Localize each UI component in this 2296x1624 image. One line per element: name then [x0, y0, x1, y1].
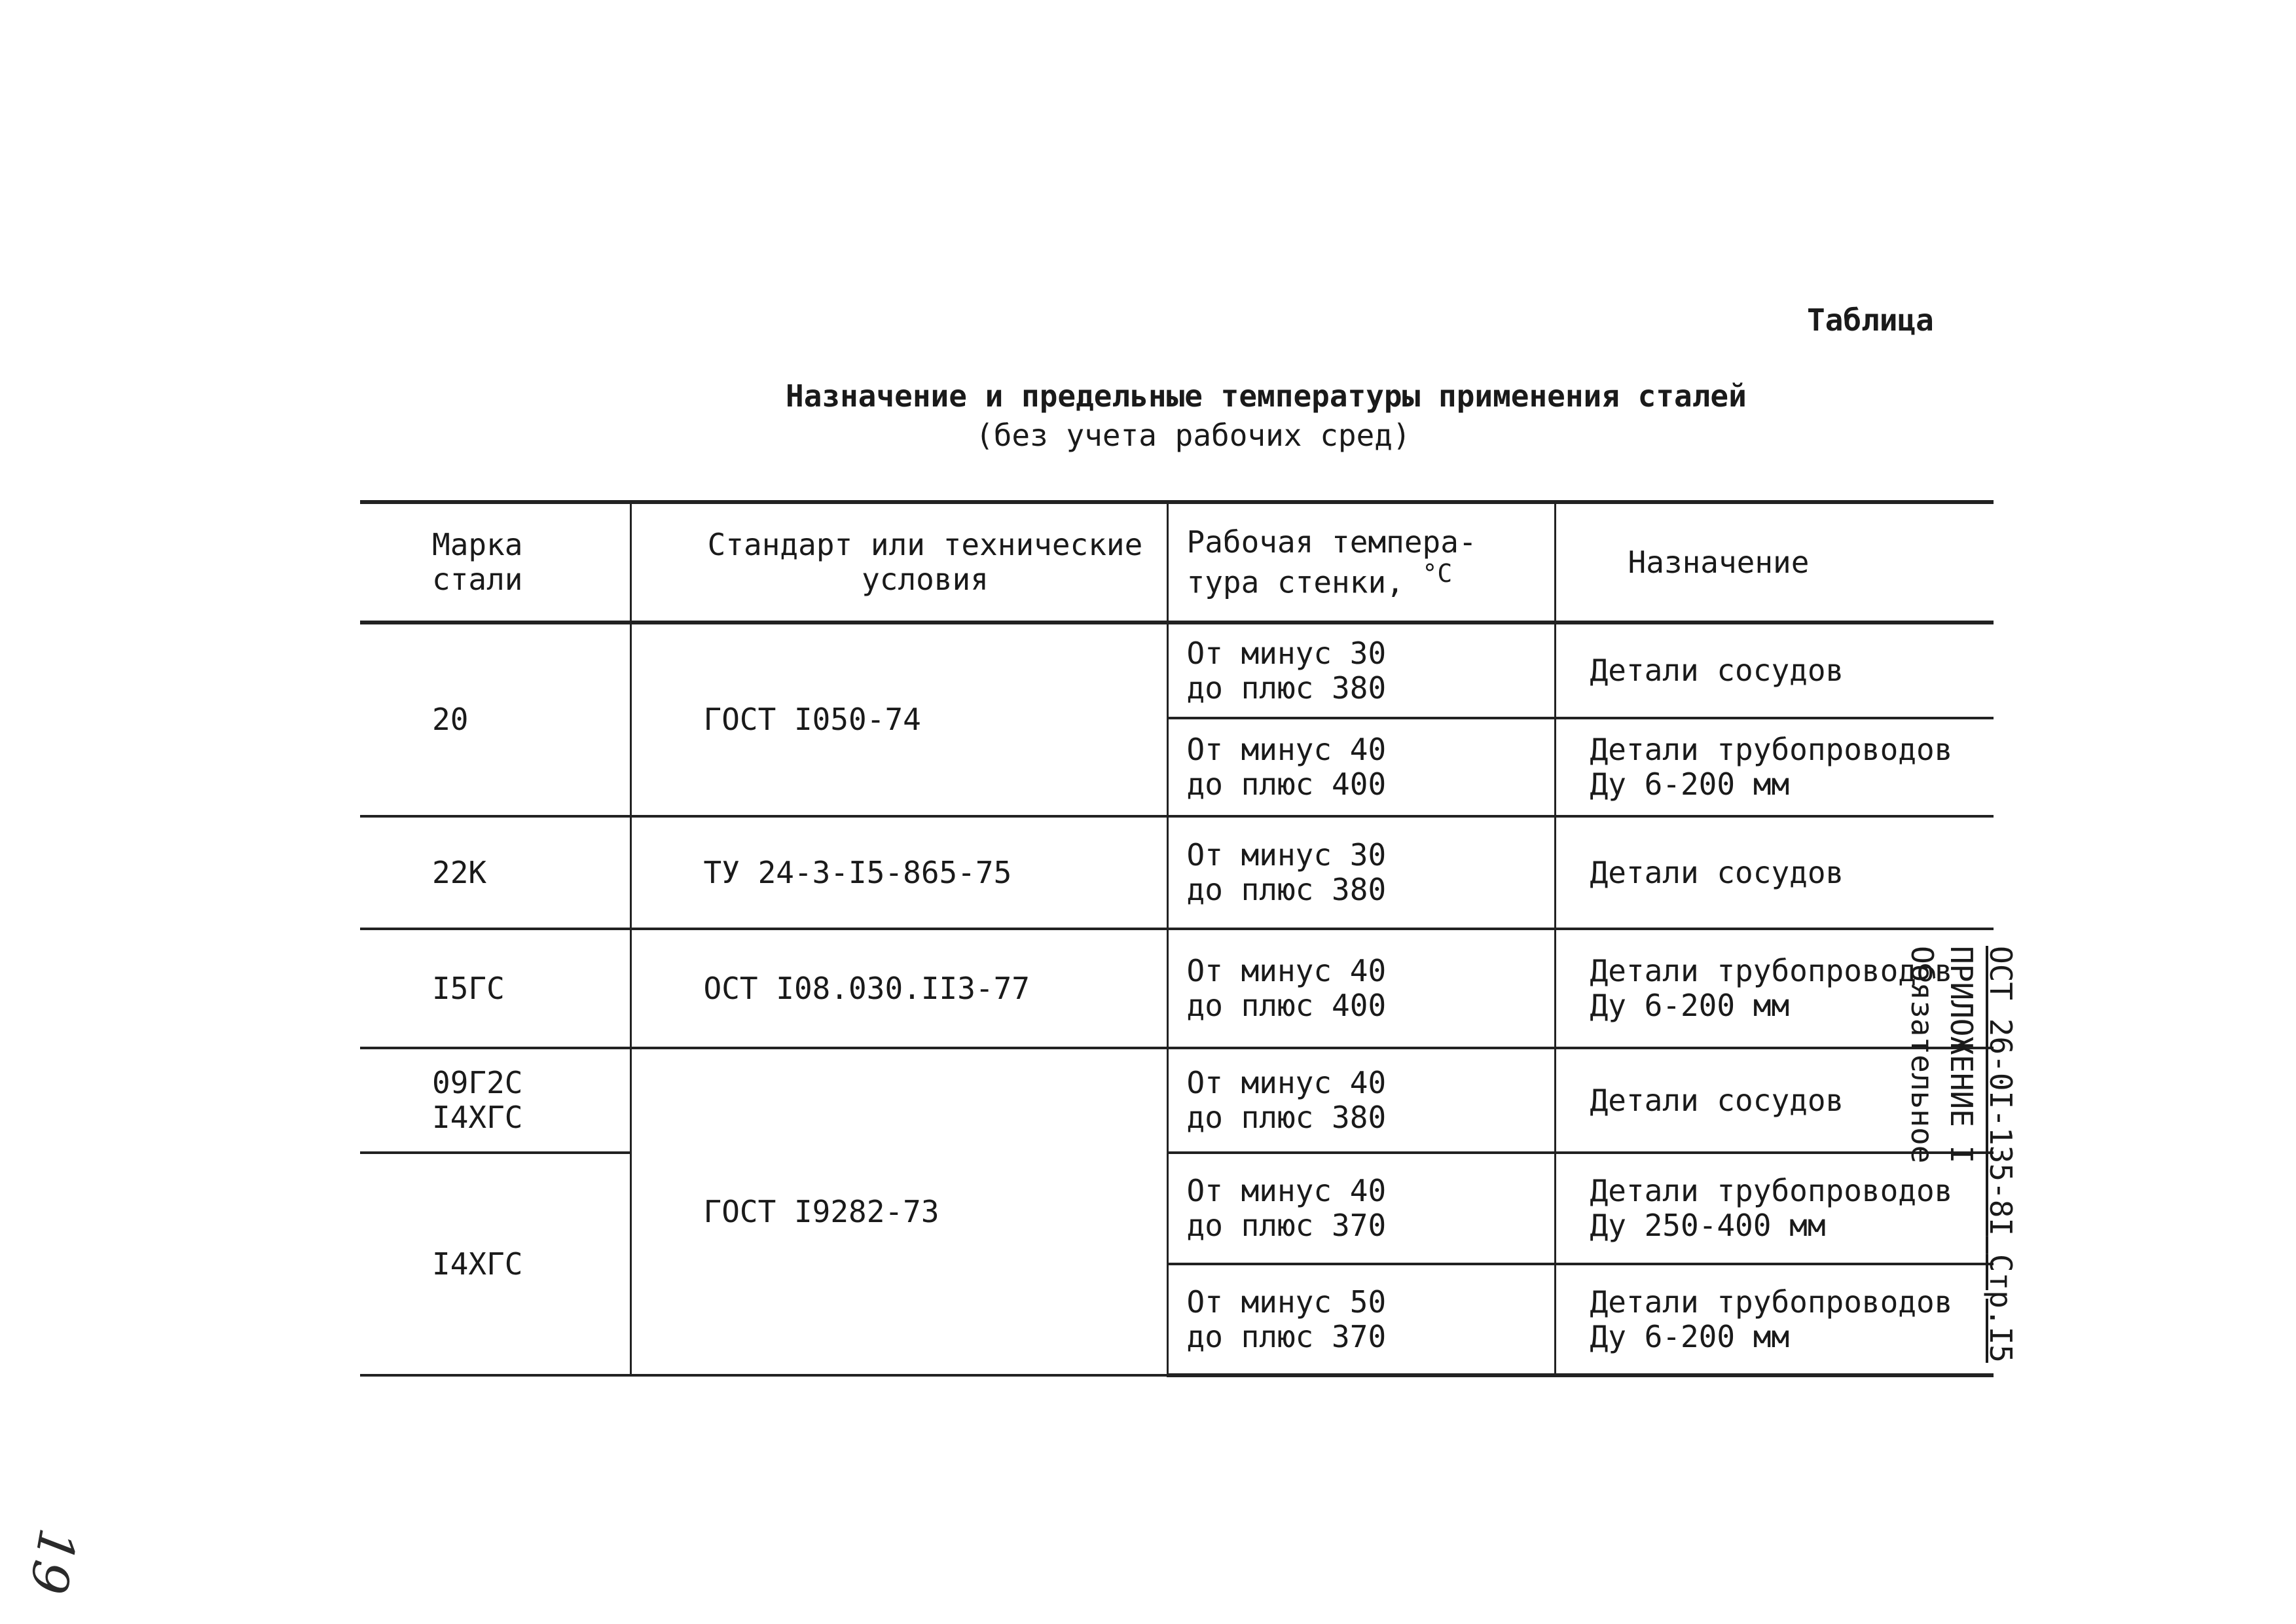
header-standard: Стандарт или технические условия — [630, 502, 1167, 623]
purpose-cell: Детали сосудов — [1555, 816, 1994, 929]
appendix-status: Обязательное — [1904, 946, 1941, 1164]
standard-cell: ГОСТ I050-74 — [630, 623, 1167, 816]
page-number: Стр.I5 — [1983, 1254, 2018, 1363]
table-row — [360, 929, 1994, 1048]
steel-temperature-table — [360, 500, 1994, 1377]
temperature-cell: От минус 40 до плюс 400 — [1167, 929, 1555, 1048]
table-row — [360, 1153, 1994, 1264]
appendix-label: ПРИЛОЖЕНИЕ I — [1944, 946, 1980, 1164]
document-code: ОСТ 26-0I-135-8I — [1983, 946, 2018, 1236]
standard-cell: ОСТ I08.030.II3-77 — [630, 929, 1167, 1048]
table-header-row — [360, 502, 1994, 623]
document-code-line — [1980, 946, 2020, 1363]
purpose-cell: Детали сосудов — [1555, 623, 1994, 718]
temperature-cell: От минус 40 до плюс 380 — [1167, 1048, 1555, 1153]
header-wall-temperature: Рабочая темпера- тура стенки, $^{^\circ C}$ — [1167, 502, 1555, 623]
header-purpose: Назначение — [1555, 502, 1994, 623]
purpose-cell: Детали трубопроводов Ду 6-200 мм — [1555, 1264, 1994, 1375]
temperature-cell: От минус 40 до плюс 400 — [1167, 718, 1555, 816]
header-steel-grade: Марка стали — [360, 502, 630, 623]
purpose-cell: Детали сосудов — [1555, 1048, 1994, 1153]
standard-cell: ГОСТ I9282-73 — [630, 1048, 1167, 1375]
temperature-cell: От минус 40 до плюс 370 — [1167, 1153, 1555, 1264]
temperature-cell: От минус 30 до плюс 380 — [1167, 623, 1555, 718]
steel-grade-cell: 22К — [360, 816, 630, 929]
table-row — [360, 816, 1994, 929]
purpose-cell: Детали трубопроводов Ду 250-400 мм — [1555, 1153, 1994, 1264]
steel-grade-cell: 09Г2С I4ХГС — [360, 1048, 630, 1153]
table-row — [360, 1048, 1994, 1153]
table-title: Назначение и предельные температуры применения сталей — [786, 378, 1747, 414]
table-row — [360, 623, 1994, 718]
steel-grade-cell: I5ГС — [360, 929, 630, 1048]
table-subtitle: (без учета рабочих сред) — [975, 418, 1411, 453]
temperature-unit: °C — [1422, 558, 1453, 588]
steel-grade-cell: 20 — [360, 623, 630, 816]
document-side-stamp — [1903, 946, 2020, 1363]
standard-cell: ТУ 24-3-I5-865-75 — [630, 816, 1167, 929]
purpose-cell: Детали трубопроводов Ду 6-200 мм — [1555, 718, 1994, 816]
temperature-cell: От минус 50 до плюс 370 — [1167, 1264, 1555, 1375]
purpose-cell: Детали трубопроводов Ду 6-200 мм — [1555, 929, 1994, 1048]
temperature-cell: От минус 30 до плюс 380 — [1167, 816, 1555, 929]
table-label: Таблица — [1807, 302, 1934, 338]
steel-grade-cell: I4ХГС — [360, 1153, 630, 1375]
handwritten-page-number: 19 — [17, 1524, 87, 1598]
